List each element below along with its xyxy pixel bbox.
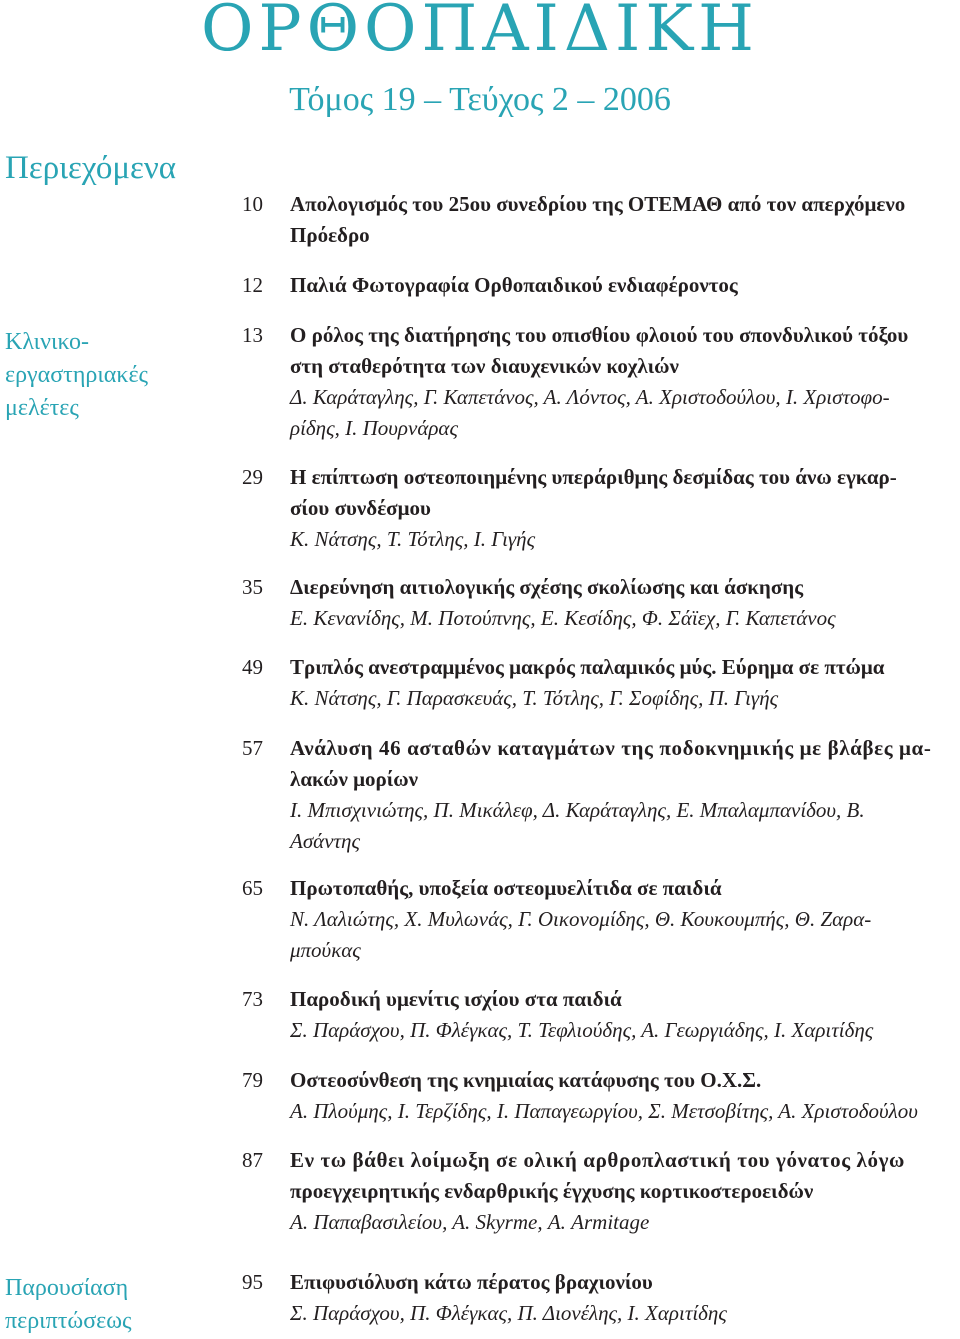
- entry-body: [290, 189, 955, 251]
- page-number: 29: [242, 465, 263, 489]
- page-number: 73: [242, 987, 263, 1011]
- entry-title-line: Πρωτοπαθής, υποξεία οστεομυελίτιδα σε παιδιά: [290, 876, 722, 900]
- entry-body: [290, 462, 955, 555]
- entry-authors-line: ρίδης, Ι. Πουρνάρας: [290, 416, 458, 440]
- entry-title-line: Διερεύνηση αιτιολογικής σχέσης σκολίωσης και άσκησης: [290, 575, 804, 599]
- page-number: 65: [242, 876, 263, 900]
- entry-authors-line: Σ. Παράσχου, Π. Φλέγκας, Π. Διονέλης, Ι. Χαριτίδης: [290, 1301, 727, 1325]
- entry-body: [290, 1065, 955, 1127]
- entry-title-line: Πρόεδρο: [290, 223, 370, 247]
- page-number: 95: [242, 1270, 263, 1294]
- page-number: 57: [242, 736, 263, 760]
- section-label-line: Κλινικο-: [5, 329, 89, 355]
- page-number: 49: [242, 655, 263, 679]
- entry-body: [290, 873, 955, 966]
- entry-body: [290, 652, 955, 714]
- entry-title-line: Εν τω βάθει λοίμωξη σε ολική αρθροπλαστική του γόνατος λόγω: [290, 1148, 905, 1172]
- entry-body: [290, 984, 955, 1046]
- entry-authors-line: Ν. Λαλιώτης, Χ. Μυλωνάς, Γ. Οικονομίδης, Θ. Κουκουμπής, Θ. Ζαρα-: [290, 907, 872, 931]
- contents-heading: Περιεχόμενα: [5, 150, 177, 186]
- section-label-line: μελέτες: [5, 395, 79, 421]
- entry-body: [290, 733, 955, 857]
- entry-title-line: Ανάλυση 46 ασταθών καταγμάτων της ποδοκνημικής με βλάβες μα-: [290, 736, 932, 760]
- entry-title-line: Οστεοσύνθεση της κνημιαίας κατάφυσης του Ο.Χ.Σ.: [290, 1068, 762, 1092]
- entry-title-line: στη σταθερότητα των διαυχενικών κοχλιών: [290, 354, 679, 378]
- page-number: 35: [242, 575, 263, 599]
- entry-body: [290, 270, 955, 301]
- page-number: 13: [242, 323, 263, 347]
- page-number: 79: [242, 1068, 263, 1092]
- entry-title-line: Η επίπτωση οστεοποιημένης υπεράριθμης δεσμίδας του άνω εγκαρ-: [290, 465, 897, 489]
- entry-title-line: Επιφυσιόλυση κάτω πέρατος βραχιονίου: [290, 1270, 653, 1294]
- page-number: 87: [242, 1148, 263, 1172]
- entry-authors-line: Κ. Νάτσης, Γ. Παρασκευάς, Τ. Τότλης, Γ. Σοφίδης, Π. Γιγής: [290, 686, 779, 710]
- entry-body: [290, 572, 955, 634]
- journal-title: ΟΡΘΟΠΑΙΔΙΚΗ: [201, 0, 759, 66]
- entry-authors-line: μπούκας: [290, 938, 361, 962]
- entry-title-line: Ο ρόλος της διατήρησης του οπισθίου φλοιού του σπονδυλικού τόξου: [290, 323, 909, 347]
- entry-authors-line: Α. Παπαβασιλείου, Α. Skyrme, Α. Armitage: [290, 1210, 650, 1234]
- section-label-line: Παρουσίαση: [5, 1275, 129, 1301]
- page-number: 12: [242, 273, 263, 297]
- section-label-clinical: [5, 326, 148, 425]
- entry-authors-line: Ε. Κενανίδης, Μ. Ποτούπνης, Ε. Κεσίδης, Φ. Σάϊεχ, Γ. Καπετάνος: [290, 606, 836, 630]
- entry-title-line: Τριπλός ανεστραμμένος μακρός παλαμικός μύς. Εύρημα σε πτώμα: [290, 655, 885, 679]
- entry-authors-line: Κ. Νάτσης, Τ. Τότλης, Ι. Γιγής: [290, 527, 536, 551]
- entry-authors-line: Ασάντης: [290, 829, 360, 853]
- entry-title-line: προεγχειρητικής ενδαρθρικής έγχυσης κορτικοστεροειδών: [290, 1179, 814, 1203]
- issue-line: Τόμος 19 – Τεύχος 2 – 2006: [289, 81, 671, 118]
- section-label-case-reports: [5, 1272, 132, 1338]
- entry-body: [290, 1267, 955, 1329]
- entry-title-line: λακών μορίων: [290, 767, 418, 791]
- entry-title-line: Απολογισμός του 25ου συνεδρίου της ΟΤΕΜΑΘ από τον απερχόμενο: [290, 192, 906, 216]
- section-label-line: εργαστηριακές: [5, 362, 149, 388]
- page-number: 10: [242, 192, 263, 216]
- section-label-line: περιπτώσεως: [5, 1308, 132, 1334]
- entry-body: [290, 1145, 955, 1238]
- entry-authors-line: Ι. Μπισχινιώτης, Π. Μικάλεφ, Δ. Καράταγλης, Ε. Μπαλαμπανίδου, Β.: [290, 798, 865, 822]
- entry-authors-line: Α. Πλούμης, Ι. Τερζίδης, Ι. Παπαγεωργίου, Σ. Μετσοβίτης, Α. Χριστοδούλου: [290, 1099, 918, 1123]
- entry-title-line: Παλιά Φωτογραφία Ορθοπαιδικού ενδιαφέροντος: [290, 273, 738, 297]
- entry-authors-line: Σ. Παράσχου, Π. Φλέγκας, Τ. Τεφλιούδης, Α. Γεωργιάδης, Ι. Χαριτίδης: [290, 1018, 874, 1042]
- entry-title-line: σίου συνδέσμου: [290, 496, 431, 520]
- entry-body: [290, 320, 955, 444]
- entry-title-line: Παροδική υμενίτις ισχίου στα παιδιά: [290, 987, 622, 1011]
- entry-authors-line: Δ. Καράταγλης, Γ. Καπετάνος, Α. Λόντος, Α. Χριστοδούλου, Ι. Χριστοφο-: [290, 385, 890, 409]
